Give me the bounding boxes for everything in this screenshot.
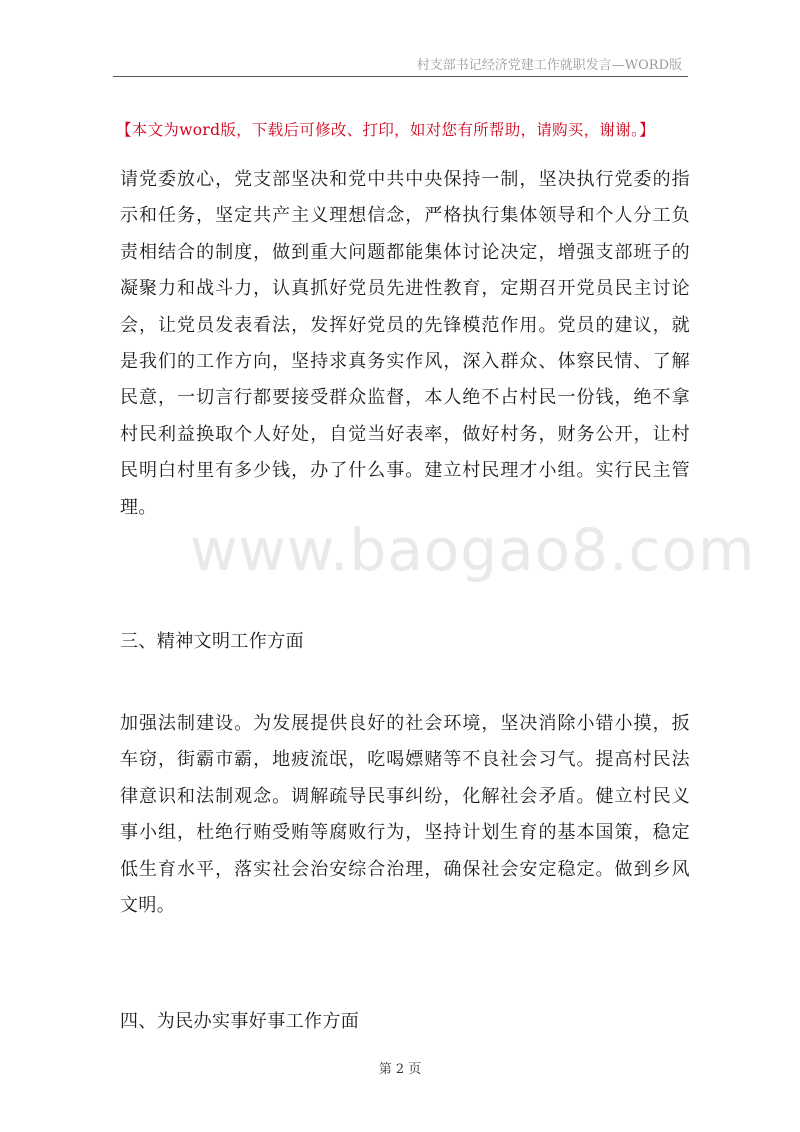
document-header-title: 村支部书记经济党建工作就职发言—WORD版 <box>416 58 682 73</box>
body-paragraph-2: 加强法制建设。为发展提供良好的社会环境，坚决消除小错小摸，扳车窃，街霸市霸，地疲流氓，吃喝嫖赌等不良社会习气。提高村民法律意识和法制观念。调解疏导民事纠纷，化解社会矛盾。健立村民义事小组，杜绝行贿受贿等腐败行为，坚持计划生育的基本国策，稳定低生育水平，落实社会治安综合治理，确保社会安定稳定。做到乡风文明。 <box>120 713 690 917</box>
page-number: 第 2 页 <box>378 1062 422 1077</box>
download-notice: 【本文为word版，下载后可修改、打印，如对您有所帮助，请购买，谢谢。】 <box>116 121 655 139</box>
section-heading-4: 四、为民办实事好事工作方面 <box>120 1011 360 1032</box>
body-paragraph-1: 请党委放心，党支部坚决和党中共中央保持一制，坚决执行党委的指示和任务，坚定共产主义理想信念，严格执行集体领导和个人分工负责相结合的制度，做到重大问题都能集体讨论决定，增强支部班子的凝聚力和战斗力，认真抓好党员先进性教育，定期召开党员民主讨论会，让党员发表看法，发挥好党员的先锋模范作用。党员的建议，就是我们的工作方向，坚持求真务实作风，深入群众、体察民情、了解民意，一切言行都要接受群众监督，本人绝不占村民一份钱，绝不拿村民利益换取个人好处，自觉当好表率，做好村务，财务公开，让村民明白村里有多少钱，办了什么事。建立村民理才小组。实行民主管理。 <box>120 169 690 518</box>
header-divider <box>113 76 688 77</box>
section-heading-3: 三、精神文明工作方面 <box>120 631 304 652</box>
watermark: www.baogao8.com <box>190 516 756 584</box>
